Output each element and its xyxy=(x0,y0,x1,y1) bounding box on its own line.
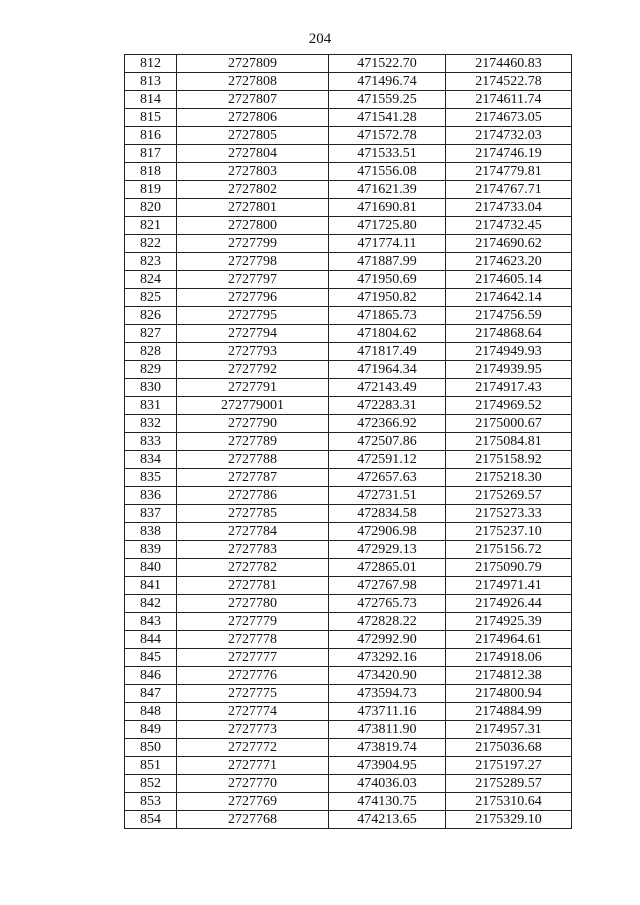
x-coordinate-cell: 471559.25 xyxy=(329,91,446,109)
table-row xyxy=(125,487,572,505)
point-id-cell: 2727803 xyxy=(177,163,329,181)
table-row xyxy=(125,451,572,469)
point-number-cell: 852 xyxy=(125,775,177,793)
x-coordinate-cell: 472834.58 xyxy=(329,505,446,523)
table-row xyxy=(125,505,572,523)
point-number-cell: 840 xyxy=(125,559,177,577)
y-coordinate-cell: 2174690.62 xyxy=(446,235,572,253)
point-id-cell: 2727774 xyxy=(177,703,329,721)
x-coordinate-cell: 471533.51 xyxy=(329,145,446,163)
y-coordinate-cell: 2174925.39 xyxy=(446,613,572,631)
x-coordinate-cell: 471621.39 xyxy=(329,181,446,199)
point-number-cell: 816 xyxy=(125,127,177,145)
point-number-cell: 828 xyxy=(125,343,177,361)
x-coordinate-cell: 473292.16 xyxy=(329,649,446,667)
point-number-cell: 821 xyxy=(125,217,177,235)
point-id-cell: 2727806 xyxy=(177,109,329,127)
y-coordinate-cell: 2175237.10 xyxy=(446,523,572,541)
table-row xyxy=(125,379,572,397)
table-row xyxy=(125,325,572,343)
table-row xyxy=(125,397,572,415)
point-number-cell: 843 xyxy=(125,613,177,631)
table-row xyxy=(125,55,572,73)
point-id-cell: 2727780 xyxy=(177,595,329,613)
x-coordinate-cell: 471950.69 xyxy=(329,271,446,289)
point-number-cell: 830 xyxy=(125,379,177,397)
point-id-cell: 2727781 xyxy=(177,577,329,595)
coordinates-table-body xyxy=(125,55,572,829)
y-coordinate-cell: 2174756.59 xyxy=(446,307,572,325)
point-number-cell: 846 xyxy=(125,667,177,685)
point-id-cell: 2727782 xyxy=(177,559,329,577)
point-id-cell: 2727795 xyxy=(177,307,329,325)
x-coordinate-cell: 471541.28 xyxy=(329,109,446,127)
point-number-cell: 820 xyxy=(125,199,177,217)
x-coordinate-cell: 473711.16 xyxy=(329,703,446,721)
table-row xyxy=(125,343,572,361)
table-row xyxy=(125,775,572,793)
point-id-cell: 2727785 xyxy=(177,505,329,523)
point-number-cell: 851 xyxy=(125,757,177,775)
point-number-cell: 841 xyxy=(125,577,177,595)
point-id-cell: 2727801 xyxy=(177,199,329,217)
table-row xyxy=(125,667,572,685)
y-coordinate-cell: 2175084.81 xyxy=(446,433,572,451)
y-coordinate-cell: 2175310.64 xyxy=(446,793,572,811)
point-number-cell: 844 xyxy=(125,631,177,649)
y-coordinate-cell: 2174642.14 xyxy=(446,289,572,307)
y-coordinate-cell: 2174522.78 xyxy=(446,73,572,91)
point-id-cell: 2727768 xyxy=(177,811,329,829)
table-row xyxy=(125,577,572,595)
table-row xyxy=(125,433,572,451)
point-number-cell: 813 xyxy=(125,73,177,91)
point-number-cell: 837 xyxy=(125,505,177,523)
point-id-cell: 2727805 xyxy=(177,127,329,145)
x-coordinate-cell: 474213.65 xyxy=(329,811,446,829)
point-number-cell: 827 xyxy=(125,325,177,343)
table-row xyxy=(125,415,572,433)
point-number-cell: 833 xyxy=(125,433,177,451)
table-row xyxy=(125,127,572,145)
point-id-cell: 2727799 xyxy=(177,235,329,253)
point-id-cell: 2727809 xyxy=(177,55,329,73)
point-id-cell: 2727794 xyxy=(177,325,329,343)
y-coordinate-cell: 2174746.19 xyxy=(446,145,572,163)
x-coordinate-cell: 472283.31 xyxy=(329,397,446,415)
y-coordinate-cell: 2174800.94 xyxy=(446,685,572,703)
point-id-cell: 2727770 xyxy=(177,775,329,793)
point-number-cell: 823 xyxy=(125,253,177,271)
y-coordinate-cell: 2175329.10 xyxy=(446,811,572,829)
x-coordinate-cell: 472865.01 xyxy=(329,559,446,577)
y-coordinate-cell: 2174779.81 xyxy=(446,163,572,181)
point-id-cell: 2727783 xyxy=(177,541,329,559)
y-coordinate-cell: 2175273.33 xyxy=(446,505,572,523)
y-coordinate-cell: 2175036.68 xyxy=(446,739,572,757)
x-coordinate-cell: 472366.92 xyxy=(329,415,446,433)
y-coordinate-cell: 2174884.99 xyxy=(446,703,572,721)
point-id-cell: 2727769 xyxy=(177,793,329,811)
point-number-cell: 853 xyxy=(125,793,177,811)
x-coordinate-cell: 472767.98 xyxy=(329,577,446,595)
point-id-cell: 2727772 xyxy=(177,739,329,757)
point-number-cell: 814 xyxy=(125,91,177,109)
x-coordinate-cell: 471572.78 xyxy=(329,127,446,145)
point-id-cell: 2727788 xyxy=(177,451,329,469)
point-id-cell: 2727792 xyxy=(177,361,329,379)
point-id-cell: 2727777 xyxy=(177,649,329,667)
point-number-cell: 817 xyxy=(125,145,177,163)
point-number-cell: 812 xyxy=(125,55,177,73)
point-id-cell: 2727775 xyxy=(177,685,329,703)
x-coordinate-cell: 471725.80 xyxy=(329,217,446,235)
table-row xyxy=(125,703,572,721)
point-id-cell: 2727790 xyxy=(177,415,329,433)
table-row xyxy=(125,109,572,127)
x-coordinate-cell: 472591.12 xyxy=(329,451,446,469)
table-row xyxy=(125,739,572,757)
x-coordinate-cell: 471964.34 xyxy=(329,361,446,379)
y-coordinate-cell: 2175090.79 xyxy=(446,559,572,577)
point-number-cell: 815 xyxy=(125,109,177,127)
x-coordinate-cell: 471887.99 xyxy=(329,253,446,271)
point-number-cell: 822 xyxy=(125,235,177,253)
point-id-cell: 2727786 xyxy=(177,487,329,505)
point-id-cell: 2727807 xyxy=(177,91,329,109)
table-row xyxy=(125,649,572,667)
x-coordinate-cell: 471950.82 xyxy=(329,289,446,307)
y-coordinate-cell: 2174918.06 xyxy=(446,649,572,667)
y-coordinate-cell: 2174611.74 xyxy=(446,91,572,109)
point-id-cell: 2727771 xyxy=(177,757,329,775)
x-coordinate-cell: 472507.86 xyxy=(329,433,446,451)
point-id-cell: 2727787 xyxy=(177,469,329,487)
point-id-cell: 2727779 xyxy=(177,613,329,631)
table-row xyxy=(125,91,572,109)
point-id-cell: 2727798 xyxy=(177,253,329,271)
table-row xyxy=(125,595,572,613)
y-coordinate-cell: 2174969.52 xyxy=(446,397,572,415)
x-coordinate-cell: 471556.08 xyxy=(329,163,446,181)
point-id-cell: 272779001 xyxy=(177,397,329,415)
point-number-cell: 825 xyxy=(125,289,177,307)
table-row xyxy=(125,541,572,559)
x-coordinate-cell: 473420.90 xyxy=(329,667,446,685)
table-row xyxy=(125,181,572,199)
x-coordinate-cell: 471522.70 xyxy=(329,55,446,73)
table-row xyxy=(125,757,572,775)
table-row xyxy=(125,73,572,91)
x-coordinate-cell: 472992.90 xyxy=(329,631,446,649)
table-row xyxy=(125,811,572,829)
point-id-cell: 2727802 xyxy=(177,181,329,199)
table-row xyxy=(125,631,572,649)
x-coordinate-cell: 472731.51 xyxy=(329,487,446,505)
point-number-cell: 836 xyxy=(125,487,177,505)
table-row xyxy=(125,253,572,271)
x-coordinate-cell: 472143.49 xyxy=(329,379,446,397)
x-coordinate-cell: 472765.73 xyxy=(329,595,446,613)
x-coordinate-cell: 471774.11 xyxy=(329,235,446,253)
x-coordinate-cell: 472929.13 xyxy=(329,541,446,559)
table-row xyxy=(125,289,572,307)
x-coordinate-cell: 473904.95 xyxy=(329,757,446,775)
coordinates-table xyxy=(124,54,572,829)
x-coordinate-cell: 474036.03 xyxy=(329,775,446,793)
point-id-cell: 2727793 xyxy=(177,343,329,361)
x-coordinate-cell: 474130.75 xyxy=(329,793,446,811)
point-id-cell: 2727796 xyxy=(177,289,329,307)
y-coordinate-cell: 2175218.30 xyxy=(446,469,572,487)
point-number-cell: 832 xyxy=(125,415,177,433)
point-number-cell: 831 xyxy=(125,397,177,415)
point-id-cell: 2727808 xyxy=(177,73,329,91)
y-coordinate-cell: 2174926.44 xyxy=(446,595,572,613)
point-number-cell: 838 xyxy=(125,523,177,541)
table-row xyxy=(125,271,572,289)
y-coordinate-cell: 2174460.83 xyxy=(446,55,572,73)
table-row xyxy=(125,235,572,253)
y-coordinate-cell: 2174812.38 xyxy=(446,667,572,685)
table-row xyxy=(125,793,572,811)
point-id-cell: 2727804 xyxy=(177,145,329,163)
y-coordinate-cell: 2174957.31 xyxy=(446,721,572,739)
page-number: 204 xyxy=(308,31,332,47)
table-row xyxy=(125,199,572,217)
x-coordinate-cell: 473811.90 xyxy=(329,721,446,739)
x-coordinate-cell: 471690.81 xyxy=(329,199,446,217)
table-row xyxy=(125,523,572,541)
point-number-cell: 819 xyxy=(125,181,177,199)
table-row xyxy=(125,307,572,325)
y-coordinate-cell: 2175289.57 xyxy=(446,775,572,793)
y-coordinate-cell: 2174868.64 xyxy=(446,325,572,343)
y-coordinate-cell: 2175197.27 xyxy=(446,757,572,775)
point-id-cell: 2727778 xyxy=(177,631,329,649)
point-number-cell: 818 xyxy=(125,163,177,181)
table-row xyxy=(125,613,572,631)
y-coordinate-cell: 2174732.03 xyxy=(446,127,572,145)
x-coordinate-cell: 472657.63 xyxy=(329,469,446,487)
point-id-cell: 2727797 xyxy=(177,271,329,289)
y-coordinate-cell: 2174949.93 xyxy=(446,343,572,361)
y-coordinate-cell: 2175158.92 xyxy=(446,451,572,469)
y-coordinate-cell: 2174917.43 xyxy=(446,379,572,397)
point-id-cell: 2727789 xyxy=(177,433,329,451)
y-coordinate-cell: 2174964.61 xyxy=(446,631,572,649)
point-number-cell: 848 xyxy=(125,703,177,721)
table-row xyxy=(125,721,572,739)
y-coordinate-cell: 2174732.45 xyxy=(446,217,572,235)
table-row xyxy=(125,685,572,703)
point-number-cell: 842 xyxy=(125,595,177,613)
x-coordinate-cell: 471496.74 xyxy=(329,73,446,91)
point-id-cell: 2727800 xyxy=(177,217,329,235)
point-number-cell: 849 xyxy=(125,721,177,739)
y-coordinate-cell: 2174939.95 xyxy=(446,361,572,379)
table-row xyxy=(125,163,572,181)
y-coordinate-cell: 2174971.41 xyxy=(446,577,572,595)
point-number-cell: 824 xyxy=(125,271,177,289)
y-coordinate-cell: 2175269.57 xyxy=(446,487,572,505)
table-row xyxy=(125,559,572,577)
y-coordinate-cell: 2174673.05 xyxy=(446,109,572,127)
x-coordinate-cell: 472828.22 xyxy=(329,613,446,631)
point-id-cell: 2727791 xyxy=(177,379,329,397)
point-id-cell: 2727784 xyxy=(177,523,329,541)
point-number-cell: 834 xyxy=(125,451,177,469)
point-id-cell: 2727776 xyxy=(177,667,329,685)
y-coordinate-cell: 2174733.04 xyxy=(446,199,572,217)
x-coordinate-cell: 471865.73 xyxy=(329,307,446,325)
y-coordinate-cell: 2174767.71 xyxy=(446,181,572,199)
point-number-cell: 847 xyxy=(125,685,177,703)
y-coordinate-cell: 2174605.14 xyxy=(446,271,572,289)
y-coordinate-cell: 2174623.20 xyxy=(446,253,572,271)
x-coordinate-cell: 473819.74 xyxy=(329,739,446,757)
point-id-cell: 2727773 xyxy=(177,721,329,739)
point-number-cell: 839 xyxy=(125,541,177,559)
x-coordinate-cell: 472906.98 xyxy=(329,523,446,541)
point-number-cell: 850 xyxy=(125,739,177,757)
table-row xyxy=(125,361,572,379)
point-number-cell: 835 xyxy=(125,469,177,487)
y-coordinate-cell: 2175000.67 xyxy=(446,415,572,433)
point-number-cell: 829 xyxy=(125,361,177,379)
x-coordinate-cell: 471804.62 xyxy=(329,325,446,343)
point-number-cell: 845 xyxy=(125,649,177,667)
table-row xyxy=(125,145,572,163)
point-number-cell: 826 xyxy=(125,307,177,325)
x-coordinate-cell: 471817.49 xyxy=(329,343,446,361)
y-coordinate-cell: 2175156.72 xyxy=(446,541,572,559)
point-number-cell: 854 xyxy=(125,811,177,829)
x-coordinate-cell: 473594.73 xyxy=(329,685,446,703)
table-row xyxy=(125,469,572,487)
table-row xyxy=(125,217,572,235)
